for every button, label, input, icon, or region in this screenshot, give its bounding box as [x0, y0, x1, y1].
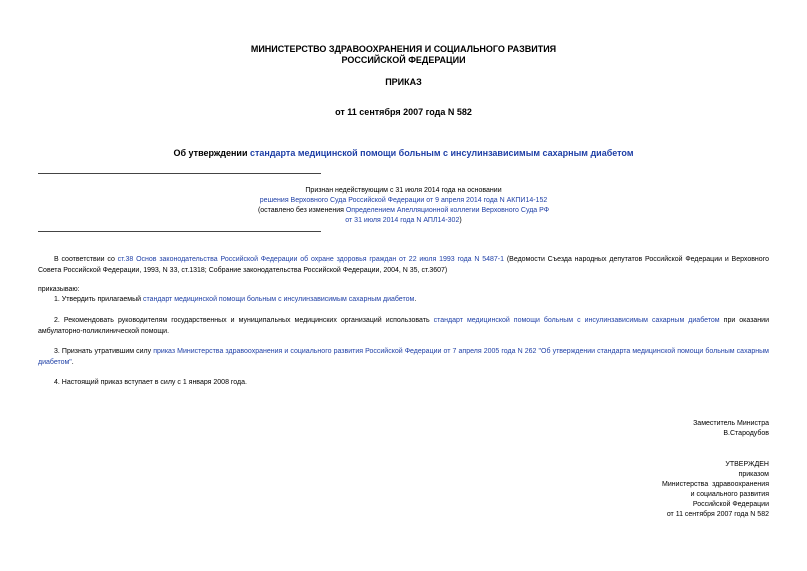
item-4: 4. Настоящий приказ вступает в силу с 1 января 2008 года.	[54, 379, 247, 386]
notice-line-1: Признан недействующим с 31 июля 2014 года на основании	[305, 187, 502, 194]
item-3	[38, 347, 769, 368]
signature-position: Заместитель Министра	[693, 420, 769, 427]
approved-line-6: от 11 сентября 2007 года N 582	[666, 511, 769, 518]
order-word: приказываю:	[38, 286, 80, 293]
preamble-suffix: (Ведомости Съезда народных депутатов Российской Федерации и Верховного Совета Российской Федерации, 1993, N 33, ст.1318; Собрание законодательства Российской Федерации, 2004, N 35, ст.3607)	[38, 256, 769, 274]
approved-line-4: и социального развития	[690, 491, 769, 498]
preamble-paragraph	[38, 255, 769, 276]
item-1-standard-link[interactable]: стандарт медицинской помощи больным с инсулинзависимым сахарным диабетом	[142, 296, 415, 303]
doc-date-number: от 11 сентября 2007 года N 582	[335, 107, 472, 117]
item-2-standard-link[interactable]: стандарт медицинской помощи больным с инсулинзависимым сахарным диабетом	[433, 317, 720, 324]
appeal-ruling-link[interactable]: Определением Апелляционной коллегии Верховного Суда РФ	[345, 207, 550, 214]
ministry-name	[0, 44, 807, 66]
item-3-prefix: 3. Признать утратившим силу	[54, 348, 154, 355]
approval-block	[662, 460, 769, 520]
notice-line-4-suffix: )	[459, 217, 462, 224]
health-law-article-link[interactable]: ст.38 Основ законодательства Российской Федерации об охране здоровья граждан от 22 июля 1993 года N 5487-1	[117, 256, 505, 263]
item-2-suffix: при оказании амбулаторно-поликлинической помощи.	[38, 317, 769, 335]
ministry-line-1: МИНИСТЕРСТВО ЗДРАВООХРАНЕНИЯ И СОЦИАЛЬНОГО РАЗВИТИЯ	[250, 44, 557, 54]
appeal-ruling-date-link[interactable]: от 31 июля 2014 года N АПЛ14-302	[345, 217, 460, 224]
item-3-suffix: .	[71, 358, 74, 366]
item-2-prefix: 2. Рекомендовать руководителям государственных и муниципальных медицинских организаций использовать	[54, 317, 434, 324]
item-1	[38, 295, 769, 306]
invalidation-notice	[0, 186, 807, 226]
ministry-line-2: РОССИЙСКОЙ ФЕДЕРАЦИИ	[341, 55, 466, 65]
approved-line-5: Российской Федерации	[692, 501, 769, 508]
doc-title	[0, 148, 807, 159]
notice-line-3-prefix: (оставлено без изменения	[257, 207, 346, 214]
approved-line-3: Министерства здравоохранения	[662, 481, 769, 488]
signature-block	[693, 419, 769, 439]
doc-type: ПРИКАЗ	[385, 77, 422, 87]
notice-bottom-rule	[38, 231, 321, 232]
approved-line-1: УТВЕРЖДЕН	[725, 461, 769, 468]
item-3-order-link[interactable]: приказ Министерства здравоохранения и социального развития Российской Федерации от 7 апреля 2005 года N 262 "Об утверждении стандарта медицинской помощи больным сахарным диабетом"	[38, 348, 769, 366]
supreme-court-decision-link[interactable]: решения Верховного Суда Российской Федерации от 9 апреля 2014 года N АКПИ14-152	[259, 197, 548, 204]
title-standard-link[interactable]: стандарта медицинской помощи больным с инсулинзависимым сахарным диабетом	[249, 148, 634, 158]
item-2	[38, 316, 769, 337]
notice-top-rule	[38, 173, 321, 174]
title-prefix: Об утверждении	[173, 148, 250, 158]
item-1-prefix: 1. Утвердить прилагаемый	[54, 296, 143, 303]
item-1-suffix: .	[414, 296, 417, 303]
approved-line-2: приказом	[738, 471, 769, 478]
preamble-prefix: В соответствии со	[54, 256, 118, 263]
signature-name: В.Стародубов	[723, 430, 769, 437]
